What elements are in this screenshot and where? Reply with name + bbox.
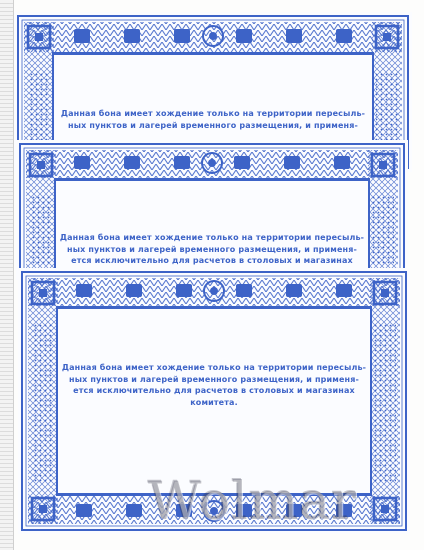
notice-line: комитета. bbox=[190, 397, 238, 407]
perforated-edge bbox=[0, 0, 14, 550]
notice-line: ных пунктов и лагерей временного размещения, и применя- bbox=[68, 120, 358, 130]
notice-line: ется исключительно для расчетов в столовых и магазинах bbox=[73, 386, 355, 395]
circulation-notice bbox=[54, 108, 372, 131]
notice-line: Данная бона имеет хождение только на территории пересыль- bbox=[61, 363, 367, 372]
notice-line: Данная бона имеет хождение только на территории пересыль- bbox=[60, 109, 366, 118]
notice-line: ных пунктов и лагерей временного размещения, и применя- bbox=[69, 374, 359, 384]
watermark: Wolmar bbox=[148, 472, 358, 532]
notice-line: ется исключительно для расчетов в столовых и магазинах bbox=[71, 256, 353, 265]
notice-line: Данная бона имеет хождение только на территории пересыль- bbox=[59, 233, 365, 242]
circulation-notice bbox=[56, 362, 372, 408]
banknote-2 bbox=[16, 140, 408, 280]
notice-line: ных пунктов и лагерей временного размещения, и применя- bbox=[67, 244, 357, 254]
